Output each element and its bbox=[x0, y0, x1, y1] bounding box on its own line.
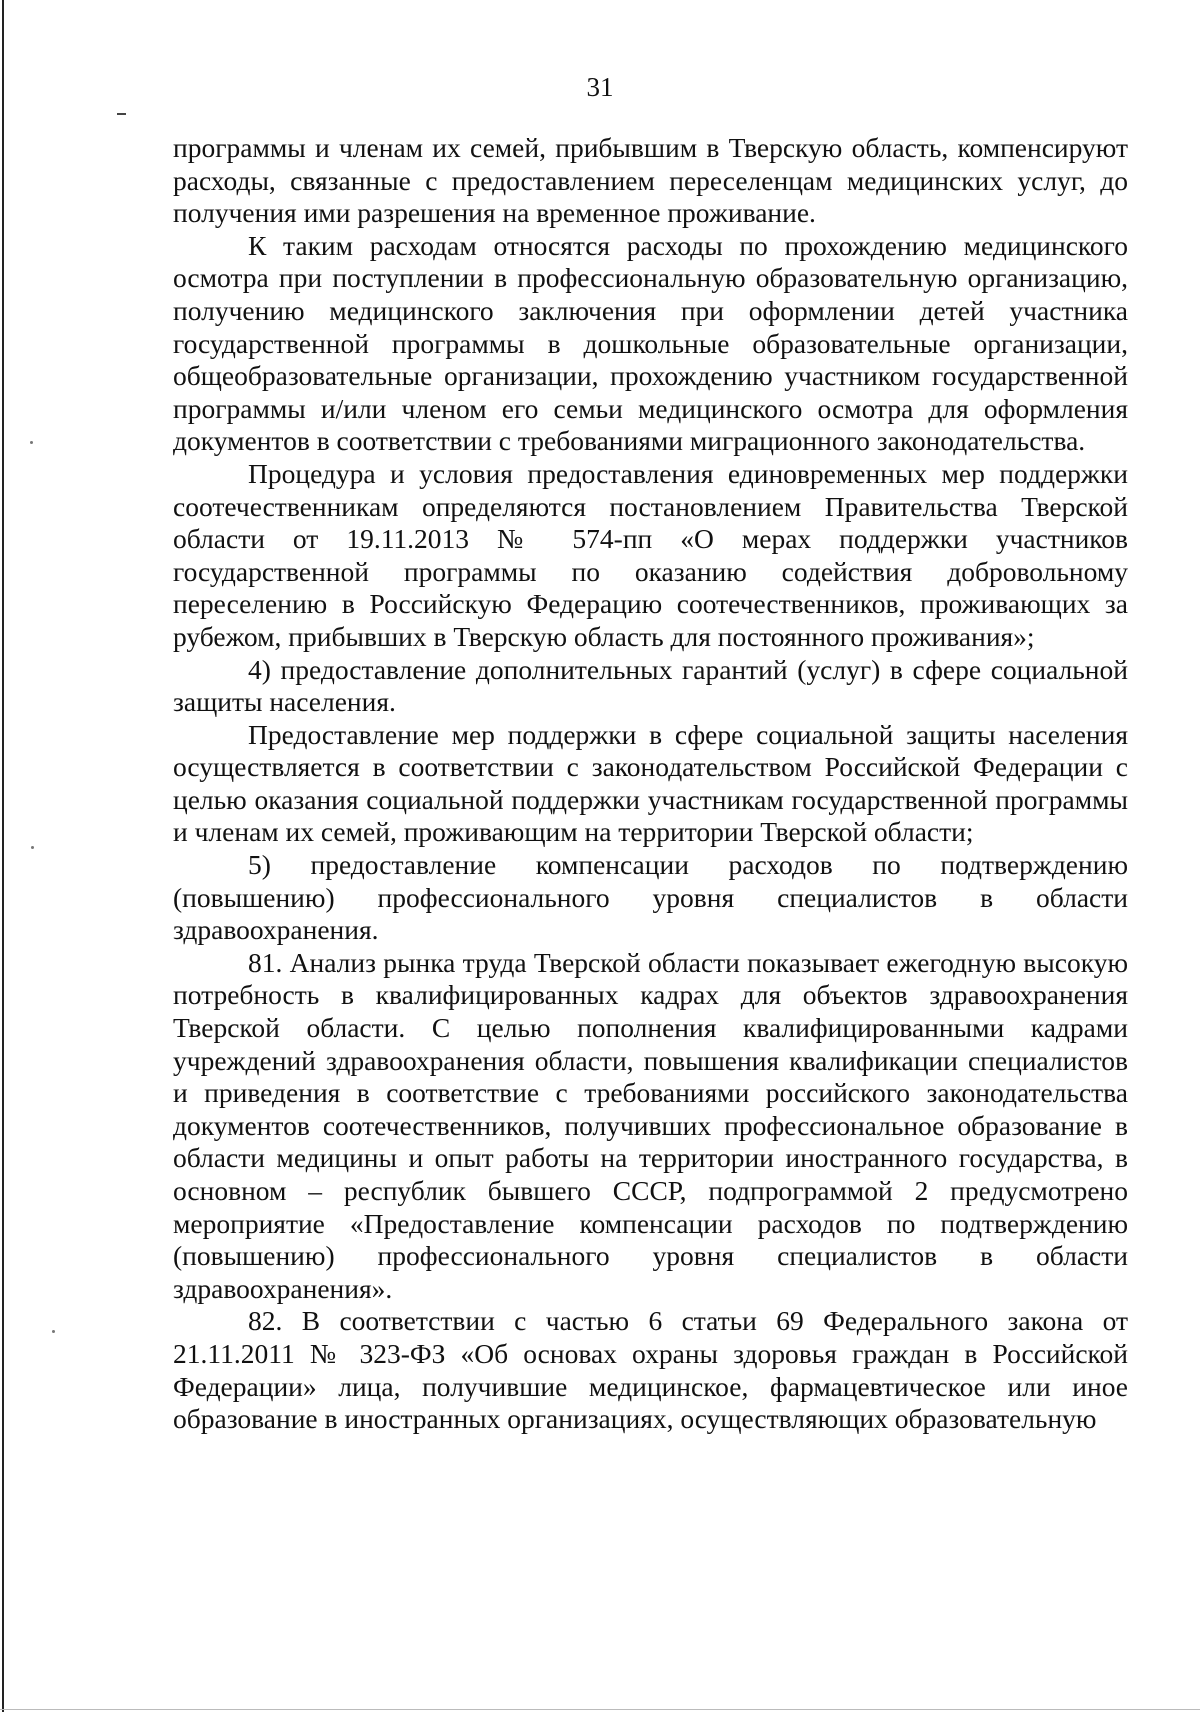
scan-speck bbox=[31, 846, 34, 849]
body-text bbox=[173, 132, 1128, 1436]
paragraph: 82. В соответствии с частью 6 статьи 69 Федерального закона от 21.11.2011 № 323-ФЗ «Об основах охраны здоровья граждан в Российской Федерации» лица, получившие медицинское, фармацевтическое или иное образование в иностранных организациях, осуществляющих образовательную bbox=[173, 1305, 1128, 1435]
scan-bottom-line bbox=[0, 1709, 1200, 1710]
paragraph: К таким расходам относятся расходы по прохождению медицинского осмотра при поступлении в профессиональную образовательную организацию, получению медицинского заключения при оформлении детей участника государственной программы в дошкольные образовательные организации, общеобразовательные организации, прохождению участником государственной программы и/или членом его семьи медицинского осмотра для оформления документов в соответствии с требованиями миграционного законодательства. bbox=[173, 229, 1128, 457]
scan-edge-line bbox=[2, 0, 4, 1712]
scan-speck bbox=[52, 1330, 55, 1333]
paragraph: 4) предоставление дополнительных гарантий (услуг) в сфере социальной защиты населения. bbox=[173, 653, 1128, 718]
paragraph: программы и членам их семей, прибывшим в Тверскую область, компенсируют расходы, связанные с предоставлением переселенцам медицинских услуг, до получения ими разрешения на временное проживание. bbox=[173, 132, 1128, 229]
margin-dash-mark bbox=[117, 113, 126, 115]
paragraph: Предоставление мер поддержки в сфере социальной защиты населения осуществляется в соответствии с законодательством Российской Федерации с целью оказания социальной поддержки участникам государственной программы и членам их семей, проживающим на территории Тверской области; bbox=[173, 718, 1128, 848]
paragraph: Процедура и условия предоставления единовременных мер поддержки соотечественникам определяются постановлением Правительства Тверской области от 19.11.2013 № 574-пп «О мерах поддержки участников государственной программы по оказанию содействия добровольному переселению в Российскую Федерацию соотечественников, проживающих за рубежом, прибывших в Тверскую область для постоянного проживания»; bbox=[173, 457, 1128, 652]
scan-speck bbox=[30, 441, 33, 444]
paragraph: 81. Анализ рынка труда Тверской области показывает ежегодную высокую потребность в квалифицированных кадрах для объектов здравоохранения Тверской области. С целью пополнения квалифицированными кадрами учреждений здравоохранения области, повышения квалификации специалистов и приведения в соответствие с требованиями российского законодательства документов соотечественников, получивших профессиональное образование в области медицины и опыт работы на территории иностранного государства, в основном – республик бывшего СССР, подпрограммой 2 предусмотрено мероприятие «Предоставление компенсации расходов по подтверждению (повышению) профессионального уровня специалистов в области здравоохранения». bbox=[173, 946, 1128, 1304]
page-number: 31 bbox=[586, 72, 614, 102]
paragraph: 5) предоставление компенсации расходов по подтверждению (повышению) профессионального уровня специалистов в области здравоохранения. bbox=[173, 849, 1128, 946]
